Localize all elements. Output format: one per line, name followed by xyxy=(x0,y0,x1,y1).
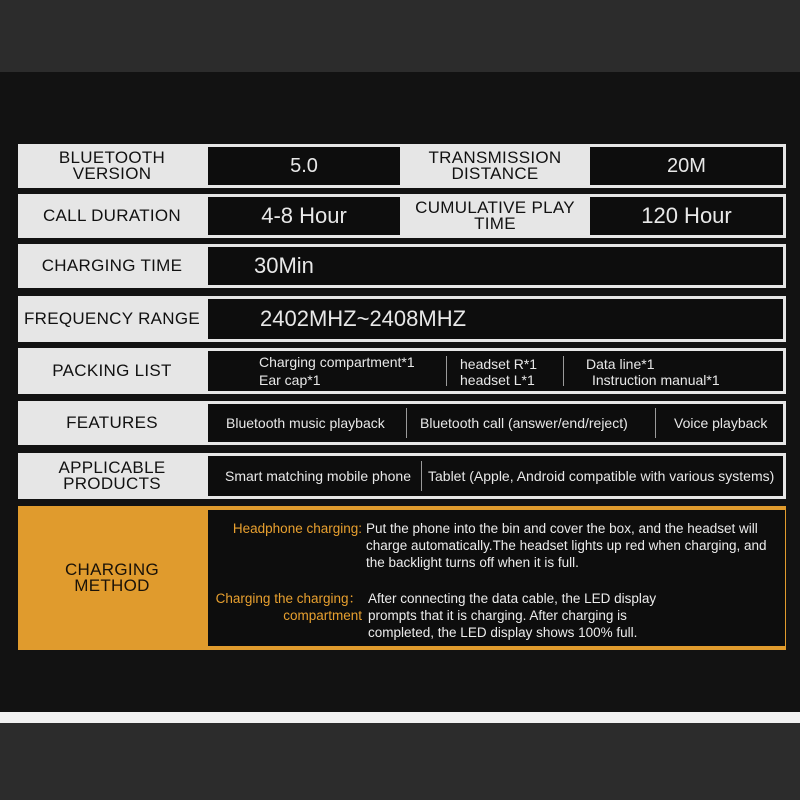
headphone-charging-text: Put the phone into the bin and cover the box, and the headset will charge automatically.The headset lights up red when charging, and the backlight turns off when it is full. xyxy=(366,521,767,570)
features-label: FEATURES xyxy=(66,413,158,432)
call-duration-label: CALL DURATION xyxy=(42,206,182,225)
product-item: Tablet (Apple, Android compatible with various systems) xyxy=(428,468,775,484)
feature-separator xyxy=(655,408,656,438)
frequency-range-label: FREQUENCY RANGE xyxy=(23,309,201,328)
transmission-distance-value: 20M xyxy=(590,147,783,185)
packing-item: Charging compartment*1 xyxy=(259,354,415,370)
spec-row-frequency xyxy=(18,296,786,342)
packing-item: headset R*1 xyxy=(460,356,538,372)
spec-row-applicable xyxy=(18,453,786,499)
cumulative-play-time-label: CUMULATIVE PLAY TIME xyxy=(415,198,575,233)
packing-item: Ear cap*1 xyxy=(259,372,321,388)
charging-method-cell xyxy=(208,510,785,646)
spec-row-charging-time xyxy=(18,244,786,288)
frequency-range-value: 2402MHZ~2408MHZ xyxy=(208,299,783,339)
packing-separator xyxy=(446,356,447,386)
packing-list-cell xyxy=(208,351,783,391)
applicable-products-label: APPLICABLE PRODUCTS xyxy=(58,458,166,493)
packing-item: headset L*1 xyxy=(460,372,535,388)
spec-row-packing xyxy=(18,348,786,394)
product-separator xyxy=(421,461,422,491)
feature-item: Bluetooth music playback xyxy=(226,415,385,431)
spec-row-call xyxy=(18,194,786,238)
feature-item: Bluetooth call (answer/end/reject) xyxy=(420,415,628,431)
compartment-charging-text: After connecting the data cable, the LED display prompts that it is charging. After charging is completed, the LED display shows 100% full. xyxy=(368,591,657,640)
feature-separator xyxy=(406,408,407,438)
spec-row-features xyxy=(18,401,786,445)
packing-item: Instruction manual*1 xyxy=(592,372,720,388)
packing-separator xyxy=(563,356,564,386)
call-duration-value: 4-8 Hour xyxy=(208,197,400,235)
features-cell xyxy=(208,404,783,442)
charging-time-label: CHARGING TIME xyxy=(41,256,183,275)
spec-row-charging-method xyxy=(18,506,786,650)
bluetooth-version-label: BLUETOOTH VERSION xyxy=(58,148,166,183)
applicable-products-cell xyxy=(208,456,783,496)
feature-item: Voice playback xyxy=(674,415,768,431)
charging-time-value: 30Min xyxy=(208,247,783,285)
cumulative-play-time-value: 120 Hour xyxy=(590,197,783,235)
compartment-charging-label: Charging the charging：compartment xyxy=(215,591,362,623)
divider-line xyxy=(0,712,800,723)
charging-method-label: CHARGING METHOD xyxy=(64,560,159,595)
transmission-distance-label: TRANSMISSION DISTANCE xyxy=(428,148,562,183)
bottom-band xyxy=(0,723,800,800)
packing-item: Data line*1 xyxy=(586,356,655,372)
bluetooth-version-value: 5.0 xyxy=(208,147,400,185)
packing-list-label: PACKING LIST xyxy=(52,361,172,380)
top-band xyxy=(0,0,800,72)
product-item: Smart matching mobile phone xyxy=(225,468,411,484)
spec-row-bluetooth xyxy=(18,144,786,188)
headphone-charging-label: Headphone charging: xyxy=(232,521,362,536)
